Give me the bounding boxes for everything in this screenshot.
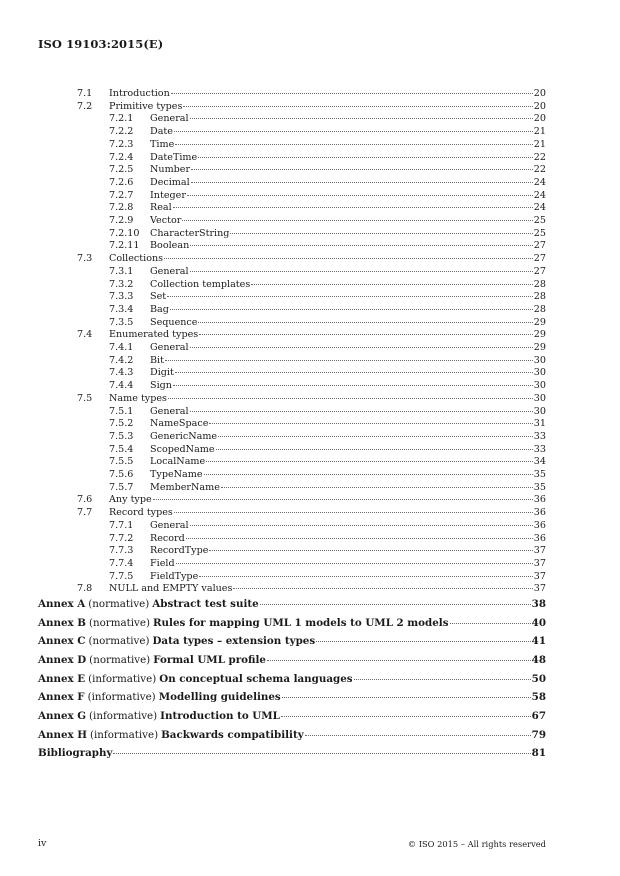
toc-entry-number: 7.2.8	[109, 202, 134, 214]
toc-entry[interactable]	[77, 100, 546, 113]
annex-kind: (informative)	[89, 710, 158, 722]
toc-entry-page: 29	[533, 329, 546, 341]
dot-leader	[221, 487, 533, 488]
annex-title: Modelling guidelines	[158, 691, 281, 703]
toc-entry-title: TypeName	[150, 469, 203, 480]
annex-entry[interactable]	[38, 709, 546, 724]
toc-entry-number: 7.5.7	[109, 481, 134, 493]
toc-entry[interactable]	[109, 379, 546, 392]
toc-entry[interactable]	[109, 151, 546, 164]
toc-entry-number: 7.7.5	[109, 570, 134, 582]
toc-entry-title: Boolean	[150, 240, 190, 252]
toc-entry-title: General	[150, 405, 189, 417]
annex-title: Abstract test suite	[152, 598, 259, 610]
toc-entry-number: 7.4.2	[109, 354, 134, 366]
dot-leader	[190, 525, 533, 526]
bibliography-entry[interactable]	[38, 746, 546, 761]
toc-entry-title: MemberName	[150, 481, 220, 493]
toc-entry[interactable]	[109, 570, 546, 583]
annex-kind: (normative)	[88, 617, 150, 629]
dot-leader	[171, 93, 533, 94]
toc-entry-title: Record	[150, 532, 185, 544]
dot-leader	[113, 753, 530, 754]
toc-entry-title: GenericName	[150, 430, 218, 442]
toc-entry[interactable]	[109, 468, 546, 481]
toc-entry-title: Vector	[150, 215, 182, 226]
toc-entry-title: General	[150, 113, 189, 125]
toc-entry-number: 7.3.5	[109, 316, 134, 328]
toc-entry[interactable]	[109, 341, 546, 354]
toc-entry-page: 36	[533, 532, 546, 544]
toc-entry[interactable]	[109, 519, 546, 532]
toc-entry-page: 22	[533, 151, 546, 163]
toc-entry-title: Set	[150, 291, 167, 303]
toc-entry-page: 37	[533, 545, 546, 557]
annex-page: 58	[531, 691, 546, 703]
toc-entry-number: 7.3	[77, 253, 93, 265]
toc-entry-title: Any type	[109, 494, 152, 506]
dot-leader	[153, 499, 533, 500]
toc-entry[interactable]	[109, 265, 546, 278]
toc-entry-title: Sign	[150, 380, 172, 392]
dot-leader	[182, 220, 532, 221]
toc-entry[interactable]	[109, 455, 546, 468]
dot-leader	[206, 461, 533, 462]
toc-entry[interactable]	[109, 532, 546, 545]
toc-entry[interactable]	[109, 303, 546, 316]
toc-entry[interactable]	[109, 278, 546, 291]
toc-entry-title: NameSpace	[150, 418, 209, 430]
dot-leader	[174, 131, 533, 132]
dot-leader	[209, 550, 532, 551]
dot-leader	[316, 641, 531, 642]
toc-entry-page: 35	[533, 469, 546, 480]
dot-leader	[187, 195, 533, 196]
toc-entry[interactable]	[109, 176, 546, 189]
toc-entry-number: 7.5	[77, 392, 93, 404]
toc-entry-number: 7.7.4	[109, 557, 134, 569]
toc-entry-title: Name types	[109, 392, 167, 404]
toc-entry[interactable]	[77, 506, 546, 519]
toc-entry-page: 25	[533, 215, 546, 226]
toc-entry[interactable]	[77, 252, 546, 265]
dot-leader	[233, 588, 532, 589]
toc-entry-number: 7.6	[77, 494, 93, 506]
toc-entry-number: 7.2.9	[109, 215, 134, 226]
annex-kind: (normative)	[89, 654, 151, 666]
dot-leader	[354, 679, 531, 680]
annex-page: 41	[531, 635, 546, 647]
toc-entry[interactable]	[109, 544, 546, 557]
toc-entry-title: Collections	[109, 253, 164, 265]
dot-leader	[204, 474, 533, 475]
toc-entry-page: 28	[533, 278, 546, 290]
dot-leader	[190, 411, 533, 412]
toc-entry-title: Time	[150, 138, 175, 150]
copyright-notice: © ISO 2015 – All rights reserved	[407, 839, 546, 849]
annex-title: Formal UML profile	[153, 654, 266, 666]
annex-title: Data types – extension types	[152, 635, 316, 647]
dot-leader	[168, 398, 533, 399]
dot-leader	[198, 157, 533, 158]
toc-entry-number: 7.2	[77, 100, 93, 112]
dot-leader	[282, 697, 531, 698]
toc-entry-title: FieldType	[150, 570, 199, 582]
dot-leader	[173, 207, 533, 208]
toc-entry-number: 7.4.3	[109, 367, 134, 379]
dot-leader	[251, 284, 533, 285]
toc-entry-number: 7.2.11	[109, 240, 140, 252]
toc-entry-number: 7.5.6	[109, 469, 134, 480]
toc-entry-number: 7.5.5	[109, 456, 134, 468]
dot-leader	[209, 423, 532, 424]
toc-entry-number: 7.2.4	[109, 151, 134, 163]
dot-leader	[167, 296, 533, 297]
toc-entry-title: General	[150, 342, 189, 353]
toc-entry-title: Collection templates	[150, 278, 251, 290]
toc-entry-title: Decimal	[150, 176, 190, 188]
annex-label: Annex E	[38, 673, 86, 685]
dot-leader	[190, 118, 533, 119]
toc-entry-page: 20	[533, 100, 546, 112]
toc-entry[interactable]	[109, 354, 546, 367]
dot-leader	[199, 334, 533, 335]
toc-entry[interactable]	[109, 189, 546, 202]
toc-entry[interactable]	[109, 417, 546, 430]
toc-entry[interactable]	[109, 125, 546, 138]
toc-entry-number: 7.2.5	[109, 164, 134, 176]
toc-entry-number: 7.5.1	[109, 405, 134, 417]
toc-entry-title: RecordType	[150, 545, 209, 557]
toc-entry-title: Record types	[109, 507, 173, 519]
toc-entry-title: Integer	[150, 189, 186, 201]
annex-entry[interactable]	[38, 597, 546, 612]
document-id-header: ISO 19103:2015(E)	[38, 37, 164, 51]
dot-leader	[191, 169, 533, 170]
annex-label: Annex B	[38, 617, 86, 629]
toc-entry-title: Field	[150, 557, 175, 569]
toc-entry-number: 7.4.4	[109, 380, 134, 392]
toc-entry-title: Digit	[150, 367, 174, 379]
toc-entry[interactable]	[77, 392, 546, 405]
annex-title: On conceptual schema languages	[159, 673, 353, 685]
annex-page: 67	[531, 710, 546, 722]
dot-leader	[199, 576, 533, 577]
toc-entry-number: 7.4.1	[109, 342, 134, 353]
toc-entry-page: 27	[533, 253, 546, 265]
annex-label: Annex C	[38, 635, 86, 647]
dot-leader	[173, 385, 533, 386]
toc-entry-number: 7.3.2	[109, 278, 134, 290]
toc-entry[interactable]	[77, 328, 546, 341]
toc-entry-number: 7.5.2	[109, 418, 134, 430]
toc-entry[interactable]	[109, 290, 546, 303]
toc-entry-title: CharacterString	[150, 227, 230, 239]
dot-leader	[183, 106, 532, 107]
toc-entry-title: NULL and EMPTY values	[109, 583, 233, 595]
toc-entry-page: 34	[533, 456, 546, 468]
toc-entry-page: 35	[533, 481, 546, 493]
dot-leader	[230, 233, 532, 234]
toc-entry-page: 27	[533, 240, 546, 252]
toc-entry-title: Sequence	[150, 316, 198, 328]
toc-entry-page: 37	[533, 570, 546, 582]
toc-entry-page: 30	[533, 392, 546, 404]
annex-page: 38	[531, 598, 546, 610]
annex-entry[interactable]	[38, 616, 546, 631]
toc-entry-page: 20	[533, 113, 546, 125]
toc-entry[interactable]	[109, 366, 546, 379]
toc-entry-page: 20	[533, 88, 546, 99]
dot-leader	[191, 182, 533, 183]
toc-entry-number: 7.7	[77, 507, 93, 519]
toc-entry-number: 7.7.3	[109, 545, 134, 557]
toc-entry[interactable]	[109, 214, 546, 227]
dot-leader	[305, 735, 531, 736]
toc-entry-number: 7.7.2	[109, 532, 134, 544]
annex-entry[interactable]	[38, 728, 546, 743]
annex-kind: (informative)	[87, 691, 156, 703]
toc-entry[interactable]	[77, 87, 546, 100]
toc-entry-page: 30	[533, 354, 546, 366]
toc-entry-number: 7.2.10	[109, 227, 140, 239]
dot-leader	[216, 449, 533, 450]
toc-entry-number: 7.8	[77, 583, 93, 595]
toc-entry-number: 7.2.2	[109, 126, 134, 138]
toc-entry-title: Number	[150, 164, 191, 176]
toc-entry-page: 37	[533, 583, 546, 595]
toc-entry-page: 24	[533, 189, 546, 201]
toc-entry-page: 33	[533, 443, 546, 455]
annex-label: Annex F	[38, 691, 85, 703]
toc-entry[interactable]	[109, 201, 546, 214]
toc-entry-title: Real	[150, 202, 172, 214]
dot-leader	[165, 360, 533, 361]
toc-entry-page: 29	[533, 342, 546, 353]
toc-entry-page: 29	[533, 316, 546, 328]
toc-entry-title: General	[150, 519, 189, 531]
toc-entry-title: General	[150, 265, 189, 277]
dot-leader	[190, 271, 533, 272]
toc-entry-number: 7.2.3	[109, 138, 134, 150]
dot-leader	[186, 538, 533, 539]
toc-entry[interactable]	[109, 316, 546, 329]
toc-entry-title: Bag	[150, 303, 169, 315]
toc-entry-page: 22	[533, 164, 546, 176]
toc-entry-number: 7.7.1	[109, 519, 134, 531]
annex-page: 40	[531, 617, 546, 629]
toc-entry-title: Primitive types	[109, 100, 183, 112]
annex-label: Annex A	[38, 598, 86, 610]
toc-entry-page: 25	[533, 227, 546, 239]
annex-title: Rules for mapping UML 1 models to UML 2 models	[153, 617, 449, 629]
toc-entry-title: Bit	[150, 354, 164, 366]
toc-entry[interactable]	[109, 112, 546, 125]
annex-label: Annex D	[38, 654, 87, 666]
annex-page: 48	[531, 654, 546, 666]
dot-leader	[176, 563, 533, 564]
annex-label: Annex H	[38, 729, 87, 741]
toc-entry-number: 7.3.3	[109, 291, 134, 303]
annex-entry[interactable]	[38, 690, 546, 705]
toc-entry-page: 30	[533, 367, 546, 379]
toc-entry[interactable]	[109, 557, 546, 570]
toc-entry-title: Date	[150, 126, 173, 138]
toc-entry-number: 7.2.7	[109, 189, 134, 201]
dot-leader	[260, 604, 531, 605]
toc-entry[interactable]	[77, 493, 546, 506]
dot-leader	[164, 258, 533, 259]
toc-entry-title: DateTime	[150, 151, 198, 163]
toc-entry-number: 7.5.4	[109, 443, 134, 455]
toc-entry-title: ScopedName	[150, 443, 215, 455]
annex-title: Introduction to UML	[160, 710, 280, 722]
toc-entry-title: Enumerated types	[109, 329, 199, 341]
toc-entry-title: Introduction	[109, 88, 170, 99]
dot-leader	[450, 623, 531, 624]
dot-leader	[175, 144, 533, 145]
toc-entry-page: 30	[533, 380, 546, 392]
dot-leader	[174, 512, 533, 513]
toc-entry[interactable]	[109, 227, 546, 240]
annex-kind: (normative)	[88, 635, 150, 647]
toc-entry-page: 36	[533, 507, 546, 519]
toc-entry-page: 21	[533, 138, 546, 150]
dot-leader	[267, 660, 531, 661]
annex-page: 81	[531, 747, 546, 759]
annex-entry[interactable]	[38, 653, 546, 668]
page-number: iv	[38, 838, 47, 849]
dot-leader	[198, 322, 532, 323]
toc-entry[interactable]	[109, 430, 546, 443]
toc-entry-number: 7.2.6	[109, 176, 134, 188]
toc-entry-number: 7.5.3	[109, 430, 134, 442]
toc-entry-page: 24	[533, 176, 546, 188]
annex-kind: (informative)	[89, 729, 159, 741]
toc-entry-page: 30	[533, 405, 546, 417]
toc-entry[interactable]	[109, 405, 546, 418]
toc-entry-number: 7.1	[77, 88, 93, 99]
annex-title: Backwards compatibility	[161, 729, 304, 741]
annex-entry[interactable]	[38, 672, 546, 687]
toc-entry[interactable]	[109, 163, 546, 176]
annex-page: 79	[531, 729, 546, 741]
annex-kind: (informative)	[88, 673, 157, 685]
toc-entry[interactable]	[109, 239, 546, 252]
toc-entry-number: 7.2.1	[109, 113, 134, 125]
dot-leader	[175, 372, 533, 373]
toc-entry-page: 37	[533, 557, 546, 569]
toc-entry-page: 24	[533, 202, 546, 214]
toc-entry-page: 27	[533, 265, 546, 277]
dot-leader	[190, 347, 533, 348]
annex-label: Annex G	[38, 710, 87, 722]
toc-entry-page: 31	[533, 418, 546, 430]
toc-entry-page: 21	[533, 126, 546, 138]
dot-leader	[218, 436, 533, 437]
annex-title: Bibliography	[38, 747, 113, 759]
toc-entry-number: 7.3.4	[109, 303, 134, 315]
toc-entry-page: 28	[533, 291, 546, 303]
dot-leader	[170, 309, 533, 310]
annex-page: 50	[531, 673, 546, 685]
toc-entry-page: 36	[533, 494, 546, 506]
annex-entry[interactable]	[38, 634, 546, 649]
toc-entry-number: 7.3.1	[109, 265, 134, 277]
annex-kind: (normative)	[88, 598, 150, 610]
toc-entry[interactable]	[109, 443, 546, 456]
toc-entry-page: 28	[533, 303, 546, 315]
toc-entry-title: LocalName	[150, 456, 206, 468]
toc-entry[interactable]	[77, 582, 546, 595]
toc-entry-page: 33	[533, 430, 546, 442]
toc-entry[interactable]	[109, 138, 546, 151]
dot-leader	[281, 716, 531, 717]
toc-entry-number: 7.4	[77, 329, 93, 341]
toc-entry[interactable]	[109, 481, 546, 494]
dot-leader	[190, 245, 533, 246]
toc-entry-page: 36	[533, 519, 546, 531]
